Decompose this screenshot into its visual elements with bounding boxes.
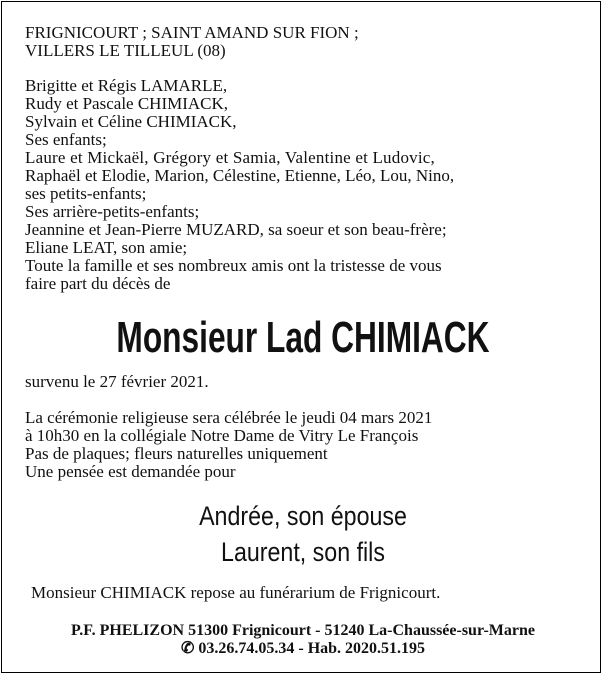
deceased-name: Monsieur Lad CHIMIACK: [116, 313, 490, 362]
family-line: Sylvain et Céline CHIMIACK,: [25, 112, 237, 131]
family-line: Laure et Mickaël, Grégory et Samia, Valentine et Ludovic,: [25, 148, 435, 167]
family-line: Raphaël et Elodie, Marion, Célestine, Etienne, Léo, Lou, Nino,: [25, 166, 455, 185]
family-line: Ses arrière-petits-enfants;: [25, 202, 200, 221]
header-location-line-1: FRIGNICOURT ; SAINT AMAND SUR FION ;: [25, 23, 359, 42]
family-line: faire part du décès de: [25, 274, 171, 293]
ceremony-line: Une pensée est demandée pour: [25, 462, 236, 481]
death-date-line: survenu le 27 février 2021.: [25, 372, 209, 391]
remembrance-son: Laurent, son fils: [221, 537, 385, 567]
header-location-line-2: VILLERS LE TILLEUL (08): [25, 41, 226, 60]
family-line: Jeannine et Jean-Pierre MUZARD, sa soeur et son beau-frère;: [25, 220, 447, 239]
family-line: ses petits-enfants;: [25, 184, 147, 203]
family-line: Eliane LEAT, son amie;: [25, 238, 188, 257]
funeral-home-phone: ✆ 03.26.74.05.34 - Hab. 2020.51.195: [180, 640, 426, 657]
family-line: Brigitte et Régis LAMARLE,: [25, 76, 228, 95]
obituary-notice: [1, 1, 601, 673]
remembrance-spouse: Andrée, son épouse: [199, 501, 407, 531]
ceremony-line: à 10h30 en la collégiale Notre Dame de Vitry Le François: [25, 426, 419, 445]
ceremony-line: La cérémonie religieuse sera célébrée le jeudi 04 mars 2021: [25, 408, 433, 427]
family-line: Toute la famille et ses nombreux amis ont la tristesse de vous: [25, 256, 442, 275]
rest-location-line: Monsieur CHIMIACK repose au funérarium de Frignicourt.: [31, 583, 441, 602]
funeral-home-address: P.F. PHELIZON 51300 Frignicourt - 51240 La-Chaussée-sur-Marne: [71, 622, 535, 639]
ceremony-line: Pas de plaques; fleurs naturelles uniquement: [25, 444, 328, 463]
family-line: Rudy et Pascale CHIMIACK,: [25, 94, 229, 113]
family-line: Ses enfants;: [25, 130, 107, 149]
